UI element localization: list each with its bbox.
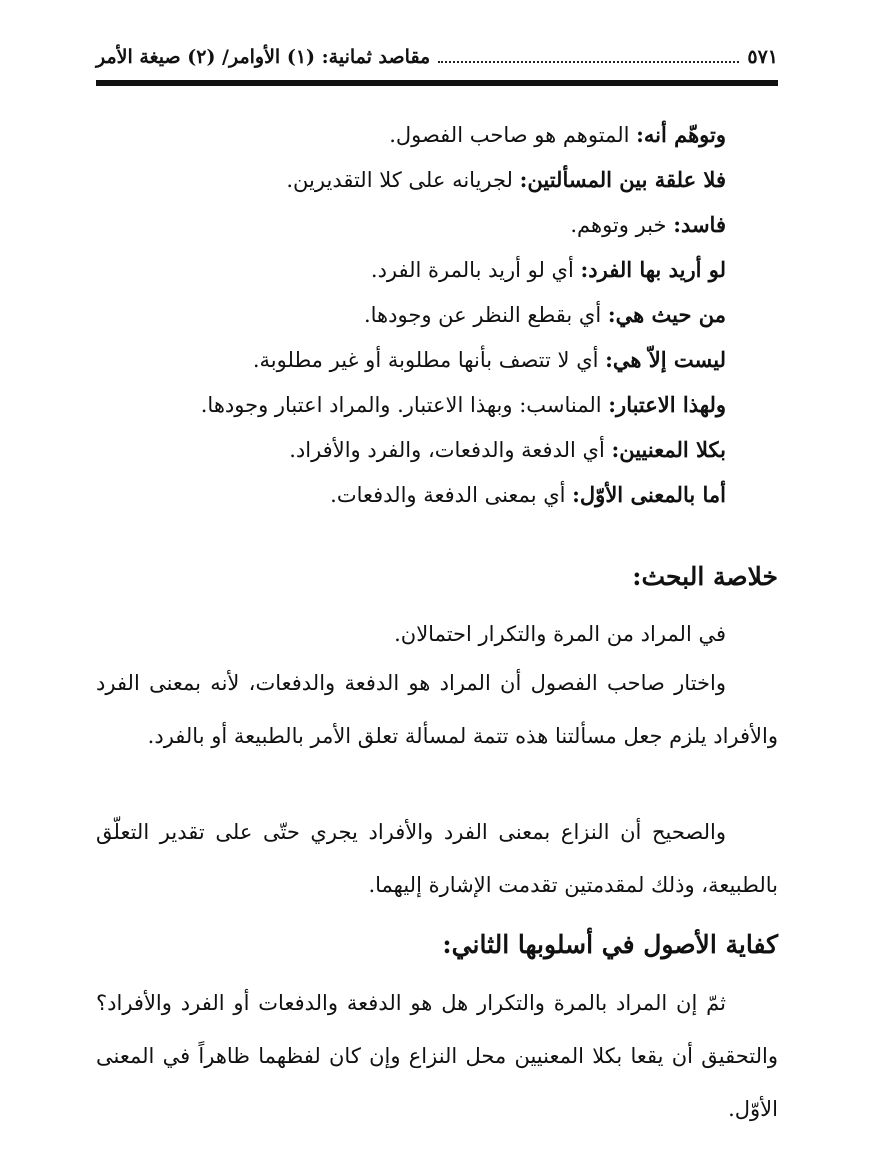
running-title: مقاصد ثمانية: (١) الأوامر/ (٢) صيغة الأمر — [96, 46, 431, 68]
glossary-text: أي لا تتصف بأنها مطلوبة أو غير مطلوبة. — [252, 348, 606, 372]
kifaya-heading: كفاية الأصول في أسلوبها الثاني: — [442, 930, 778, 959]
glossary-item — [106, 247, 726, 292]
summary-paragraph-2: واختار صاحب الفصول أن المراد هو الدفعة والدفعات، لأنه بمعنى الفرد والأفراد يلزم جعل مسألتنا هذه تتمة لمسألة تعلق الأمر بالطبيعة أو بالفرد. — [96, 671, 778, 748]
glossary-item — [106, 472, 726, 517]
page-number: ٥٧١ — [747, 46, 778, 68]
summary-paragraph-1: في المراد من المرة والتكرار احتمالان. — [394, 622, 726, 646]
glossary-term: وتوهّم أنه: — [636, 122, 726, 147]
glossary-term: من حيث هي: — [607, 302, 726, 327]
glossary-item — [106, 292, 726, 337]
glossary-list — [106, 112, 726, 517]
header-rule — [96, 80, 778, 86]
glossary-term: بكلا المعنيين: — [611, 437, 726, 462]
glossary-text: خبر وتوهم. — [570, 213, 674, 237]
glossary-item — [106, 112, 726, 157]
glossary-item — [106, 427, 726, 472]
glossary-item — [106, 202, 726, 247]
glossary-term: فلا علقة بين المسألتين: — [519, 167, 726, 192]
summary-paragraph-3: والصحيح أن النزاع بمعنى الفرد والأفراد يجري حتّى على تقدير التعلّق بالطبيعة، وذلك لمقدمتين تقدمت الإشارة إليهما. — [96, 820, 778, 897]
glossary-item — [106, 157, 726, 202]
glossary-term: لو أريد بها الفرد: — [580, 257, 726, 282]
glossary-term: فاسد: — [673, 212, 726, 237]
glossary-text: المتوهم هو صاحب الفصول. — [389, 123, 637, 147]
glossary-term: ليست إلاّ هي: — [605, 347, 726, 372]
header-leader-dots — [438, 51, 739, 63]
glossary-text: أي الدفعة والدفعات، والفرد والأفراد. — [289, 438, 612, 462]
kifaya-paragraph-1: ثمّ إن المراد بالمرة والتكرار هل هو الدفعة والدفعات أو الفرد والأفراد؟ والتحقيق أن يقعا بكلا المعنيين محل النزاع وإن كان لفظهما ظاهراً في المعنى الأوّل. — [96, 991, 778, 1121]
glossary-text: أي بمعنى الدفعة والدفعات. — [330, 483, 573, 507]
glossary-term: ولهذا الاعتبار: — [608, 392, 726, 417]
glossary-item — [106, 337, 726, 382]
glossary-item — [106, 382, 726, 427]
glossary-text: لجريانه على كلا التقديرين. — [286, 168, 520, 192]
glossary-text: المناسب: وبهذا الاعتبار. والمراد اعتبار وجودها. — [200, 393, 609, 417]
running-header — [96, 40, 778, 74]
glossary-term: أما بالمعنى الأوّل: — [572, 482, 726, 507]
summary-heading: خلاصة البحث: — [632, 562, 778, 591]
glossary-text: أي لو أريد بالمرة الفرد. — [370, 258, 581, 282]
glossary-text: أي بقطع النظر عن وجودها. — [363, 303, 608, 327]
